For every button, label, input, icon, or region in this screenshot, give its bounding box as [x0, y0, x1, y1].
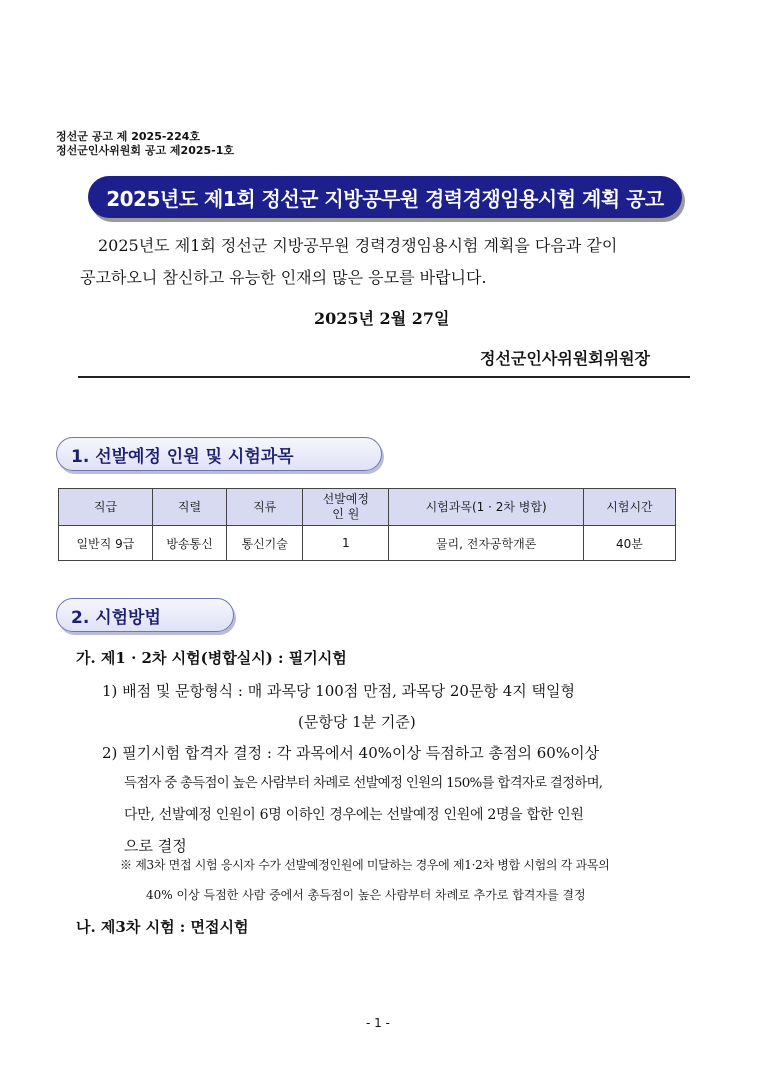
- item-1-line-2: (문항당 1분 기준): [298, 713, 416, 731]
- section-2-title: 2. 시험방법: [71, 607, 161, 628]
- note-line-1: ※ 제3차 면접 시험 응시자 수가 선발예정인원에 미달하는 경우에 제1·2차 병합 시험의 각 과목의: [120, 858, 610, 872]
- table-header: 시험시간: [583, 489, 675, 526]
- section-1-heading: [56, 437, 382, 471]
- table-header: 시험과목(1 · 2차 병합): [389, 489, 584, 526]
- committee-notice-number: 정선군인사위원회 공고 제2025-1호: [56, 144, 235, 157]
- table-header: 선발예정 인 원: [303, 489, 389, 526]
- page-title: 2025년도 제1회 정선군 지방공무원 경력경쟁임용시험 계획 공고: [106, 186, 664, 211]
- announcement-date: 2025년 2월 27일: [314, 309, 450, 328]
- notice-number: 정선군 공고 제 2025-224호: [56, 130, 201, 143]
- divider: [78, 376, 690, 378]
- item-na: 나. 제3차 시험 : 면접시험: [76, 918, 249, 936]
- table-header: 직류: [227, 489, 303, 526]
- intro-line-2: 공고하오니 참신하고 유능한 인재의 많은 응모를 바랍니다.: [80, 268, 487, 287]
- item-ga: 가. 제1 · 2차 시험(병합실시) : 필기시험: [76, 649, 347, 667]
- item-2-line-3: 다만, 선발예정 인원이 6명 이하인 경우에는 선발예정 인원에 2명을 합한 인원: [124, 807, 584, 823]
- signer: 정선군인사위원회위원장: [480, 349, 651, 368]
- table-cell: 일반직 9급: [59, 526, 153, 561]
- page-number: - 1 -: [366, 1016, 390, 1030]
- note-line-2: 40% 이상 득점한 사람 중에서 총득점이 높은 사람부터 차례로 추가로 합격자를 결정: [146, 888, 586, 902]
- section-1-title: 1. 선발예정 인원 및 시험과목: [71, 446, 294, 467]
- item-1-line-1: 1) 배점 및 문항형식 : 매 과목당 100점 만점, 과목당 20문항 4지 택일형: [102, 682, 575, 700]
- table-header: 직렬: [152, 489, 226, 526]
- section-2-heading: [56, 598, 234, 632]
- item-2-line-1: 2) 필기시험 합격자 결정 : 각 과목에서 40%이상 득점하고 총점의 60%이상: [102, 744, 600, 762]
- title-banner: [88, 176, 682, 218]
- item-2-line-4: 으로 결정: [124, 837, 187, 855]
- intro-line-1: 2025년도 제1회 정선군 지방공무원 경력경쟁임용시험 계획을 다음과 같이: [98, 236, 618, 255]
- table-row: [59, 526, 676, 561]
- table-cell: 물리, 전자공학개론: [389, 526, 584, 561]
- table-cell: 방송통신: [152, 526, 226, 561]
- table-header-row: [59, 489, 676, 526]
- selection-table: [58, 488, 676, 561]
- table-cell: 통신기술: [227, 526, 303, 561]
- item-2-line-2: 득점자 중 총득점이 높은 사람부터 차례로 선발예정 인원의 150%를 합격자로 결정하며,: [124, 776, 603, 791]
- table-cell: 40분: [583, 526, 675, 561]
- table-header: 직급: [59, 489, 153, 526]
- table-cell: 1: [303, 526, 389, 561]
